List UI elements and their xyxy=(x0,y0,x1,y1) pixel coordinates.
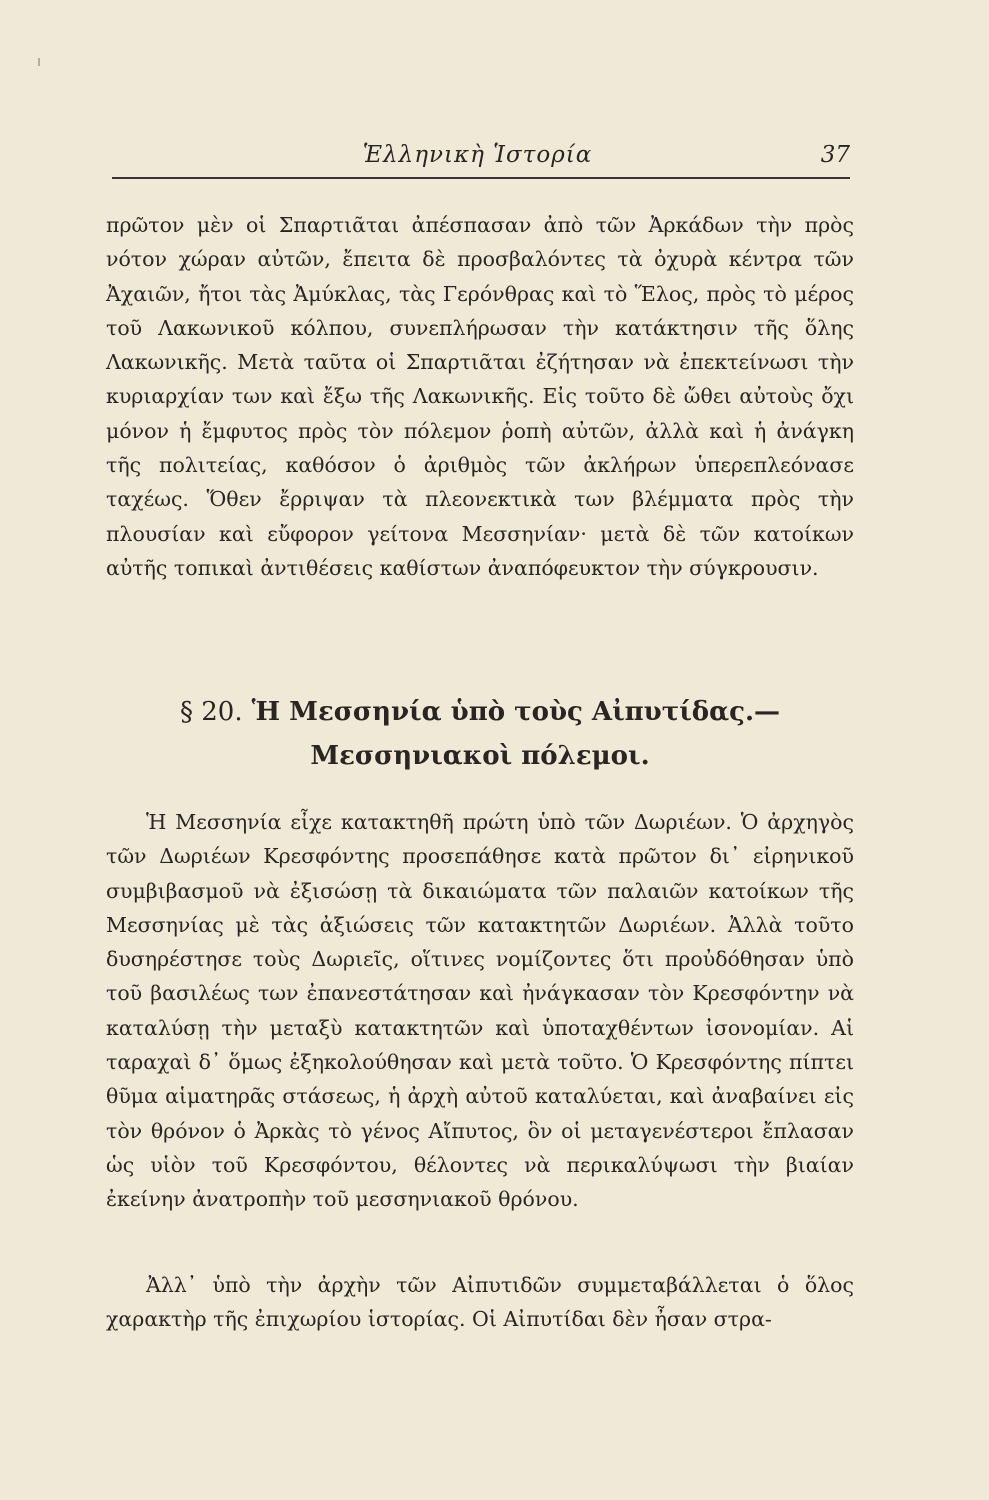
paragraph-1 xyxy=(106,208,854,585)
section-title-line-1: Ἡ Μεσσηνία ὑπὸ τοὺς Αἰπυτίδας.— xyxy=(251,697,781,727)
section-title-line-2: Μεσσηνιακοὶ πόλεμοι. xyxy=(310,741,650,771)
margin-speck xyxy=(38,58,40,66)
header-rule xyxy=(112,177,850,179)
running-title: Ἑλληνικὴ Ἱστορία xyxy=(362,142,593,168)
page-number: 37 xyxy=(820,142,850,168)
paragraph-3-text: Ἀλλ᾽ ὑπὸ τὴν ἀρχὴν τῶν Αἰπυτιδῶν συμμεταβάλλεται ὁ ὅλος χαρακτὴρ τῆς ἐπιχωρίου ἱστορίας. Οἱ Αἰπυτίδαι δὲν ἦσαν στρα- xyxy=(106,1273,854,1332)
paragraph-3 xyxy=(106,1268,854,1337)
section-heading xyxy=(106,690,854,778)
paragraph-2 xyxy=(106,805,854,1217)
page-header xyxy=(105,140,850,180)
section-number: § 20. xyxy=(179,697,243,727)
paragraph-2-text: Ἡ Μεσσηνία εἶχε κατακτηθῆ πρώτη ὑπὸ τῶν Δωριέων. Ὁ ἀρχηγὸς τῶν Δωριέων Κρεσφόντης προσεπάθησε κατὰ πρῶτον δι᾽ εἰρηνικοῦ συμβιβασμοῦ νὰ ἐξισώσῃ τὰ δικαιώματα τῶν παλαιῶν κατοίκων τῆς Μεσσηνίας μὲ τὰς ἀξιώσεις τῶν κατακτητῶν Δωριέων. Ἀλλὰ τοῦτο δυσηρέστησε τοὺς Δωριεῖς, οἵτινες νομίζοντες ὅτι προὐδόθησαν ὑπὸ τοῦ βασιλέως των ἐπανεστάτησαν καὶ ἠνάγκασαν τὸν Κρεσφόντην νὰ καταλύσῃ τὴν μεταξὺ κατακτητῶν καὶ ὑποταχθέντων ἰσονομίαν. Αἱ ταραχαὶ δ᾽ ὅμως ἐξηκολούθησαν καὶ μετὰ τοῦτο. Ὁ Κρεσφόντης πίπτει θῦμα αἱματηρᾶς στάσεως, ἡ ἀρχὴ αὐτοῦ καταλύεται, καὶ ἀναβαίνει εἰς τὸν θρόνον ὁ Ἀρκὰς τὸ γένος Αἴπυτος, ὃν οἱ μεταγενέστεροι ἔπλασαν ὡς υἱὸν τοῦ Κρεσφόντου, θέλοντες νὰ περικαλύψωσι τὴν βιαίαν ἐκείνην ἀνατροπὴν τοῦ μεσσηνιακοῦ θρόνου. xyxy=(106,810,854,1212)
paragraph-1-text: πρῶτον μὲν οἱ Σπαρτιᾶται ἀπέσπασαν ἀπὸ τῶν Ἀρκάδων τὴν πρὸς νότον χώραν αὐτῶν, ἔπειτα δὲ προσβαλόντες τὰ ὀχυρὰ κέντρα τῶν Ἀχαιῶν, ἤτοι τὰς Ἀμύκλας, τὰς Γερόνθρας καὶ τὸ Ἕλος, πρὸς τὸ μέρος τοῦ Λακωνικοῦ κόλπου, συνεπλήρωσαν τὴν κατάκτησιν τῆς ὅλης Λακωνικῆς. Μετὰ ταῦτα οἱ Σπαρτιᾶται ἐζήτησαν νὰ ἐπεκτείνωσι τὴν κυριαρχίαν των καὶ ἔξω τῆς Λακωνικῆς. Εἰς τοῦτο δὲ ὤθει αὐτοὺς ὄχι μόνον ἡ ἔμφυτος πρὸς τὸν πόλεμον ῥοπὴ αὐτῶν, ἀλλὰ καὶ ἡ ἀνάγκη τῆς πολιτείας, καθόσον ὁ ἀριθμὸς τῶν ἀκλήρων ὑπερεπλεόνασε ταχέως. Ὅθεν ἔρριψαν τὰ πλεονεκτικὰ των βλέμματα πρὸς τὴν πλουσίαν καὶ εὔφορον γείτονα Μεσσηνίαν· μετὰ δὲ τῶν κατοίκων αὐτῆς τοπικαὶ ἀντιθέσεις καθίστων ἀναπόφευκτον τὴν σύγκρουσιν. xyxy=(106,213,854,580)
section-heading-line-1 xyxy=(106,690,854,734)
